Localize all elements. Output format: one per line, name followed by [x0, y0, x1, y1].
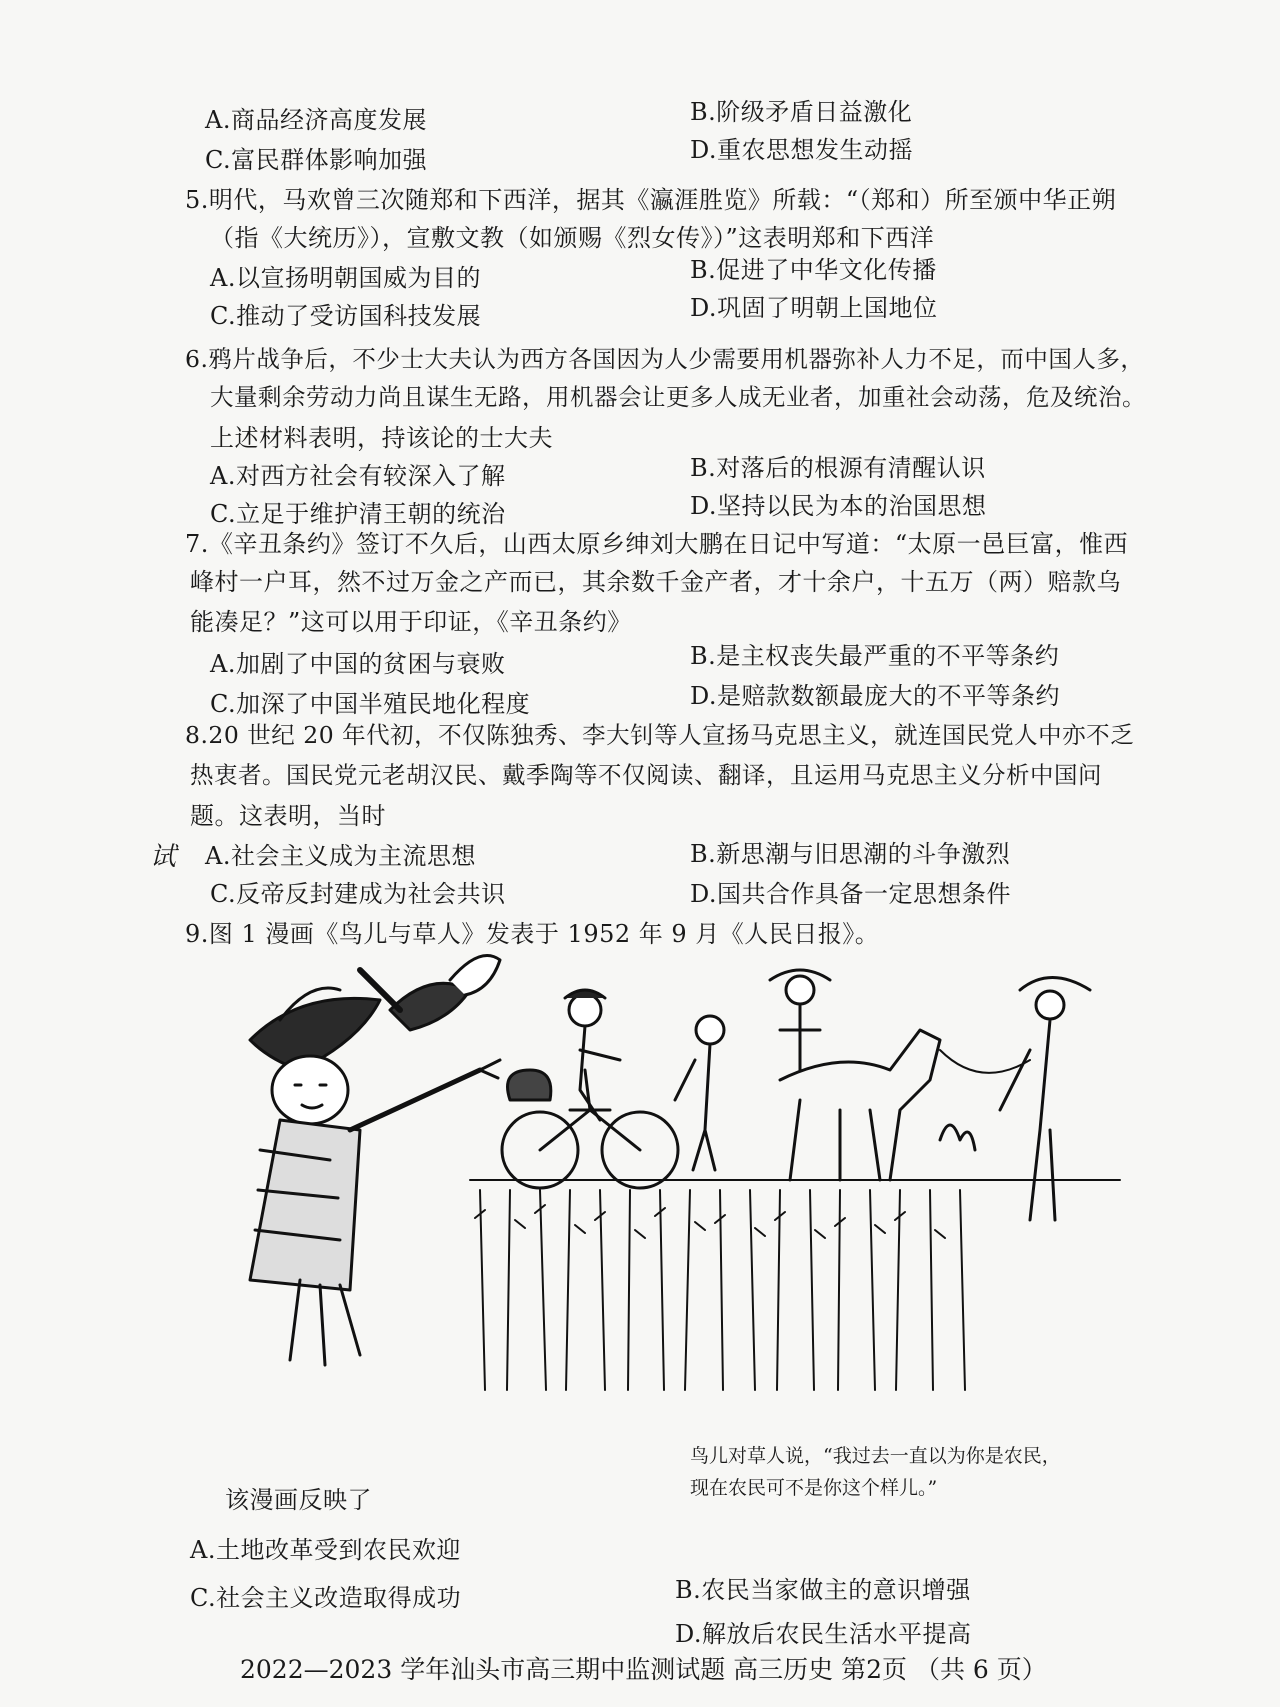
q6-stem-line2: 大量剩余劳动力尚且谋生无路，用机器会让更多人成无业者，加重社会动荡，危及统治。: [210, 383, 1146, 411]
q5-option-b: B.促进了中华文化传播: [690, 256, 937, 284]
q8-stem-line2: 热衷者。国民党元老胡汉民、戴季陶等不仅阅读、翻译，且运用马克思主义分析中国问: [190, 761, 1102, 789]
q9-stem: 9.图 1 漫画《鸟儿与草人》发表于 1952 年 9 月《人民日报》。: [185, 920, 880, 948]
q8-option-b: B.新思潮与旧思潮的斗争激烈: [690, 840, 1011, 868]
q8-option-d: D.国共合作具备一定思想条件: [690, 880, 1012, 908]
q6-option-c: C.立足于维护清王朝的统治: [210, 500, 506, 528]
q5-option-a: A.以宣扬明朝国威为目的: [210, 264, 481, 292]
q9-option-d: D.解放后农民生活水平提高: [675, 1620, 972, 1648]
q7-option-b: B.是主权丧失最严重的不平等条约: [690, 642, 1060, 670]
q4-option-c: C.富民群体影响加强: [205, 146, 428, 174]
q6-option-a: A.对西方社会有较深入了解: [210, 462, 506, 490]
cartoon-bird-and-scarecrow: [240, 950, 1140, 1420]
q5-option-c: C.推动了受访国科技发展: [210, 302, 482, 330]
q6-option-d: D.坚持以民为本的治国思想: [690, 492, 987, 520]
q6-stem-line3: 上述材料表明，持该论的士大夫: [210, 424, 553, 452]
q7-stem-line2: 峰村一户耳，然不过万金之产而已，其余数千金产者，才十余户，十五万（两）赔款乌: [190, 568, 1121, 596]
q4-option-a: A.商品经济高度发展: [205, 106, 427, 134]
page-footer: 2022—2023 学年汕头市高三期中监测试题 高三历史 第2页 （共 6 页）: [240, 1655, 1047, 1684]
handwritten-mark: 试: [150, 842, 177, 872]
q7-stem-line1: 7.《辛丑条约》签订不久后，山西太原乡绅刘大鹏在日记中写道：“太原一邑巨富，惟西: [185, 530, 1129, 558]
caption-line1: 鸟儿对草人说，“我过去一直以为你是农民，: [690, 1445, 1061, 1467]
q8-stem-line3: 题。这表明，当时: [190, 802, 386, 830]
q5-option-d: D.巩固了明朝上国地位: [690, 294, 938, 322]
q7-option-a: A.加剧了中国的贫困与衰败: [210, 650, 506, 678]
q9-option-a: A.土地改革受到农民欢迎: [190, 1536, 461, 1564]
q4-option-d: D.重农思想发生动摇: [690, 136, 914, 164]
q7-stem-line3: 能凑足？”这可以用于印证，《辛丑条约》: [190, 608, 632, 636]
q7-option-d: D.是赔款数额最庞大的不平等条约: [690, 682, 1061, 710]
q5-stem-line2: （指《大统历》），宣敷文教（如颁赐《烈女传》）”这表明郑和下西洋: [210, 224, 935, 252]
caption-line2: 现在农民可不是你这个样儿。”: [690, 1477, 938, 1499]
q9-option-c: C.社会主义改造取得成功: [190, 1584, 462, 1612]
q8-option-c: C.反帝反封建成为社会共识: [210, 880, 506, 908]
q6-stem-line1: 6.鸦片战争后，不少士大夫认为西方各国因为人少需要用机器弥补人力不足，而中国人多，: [185, 345, 1145, 373]
q7-option-c: C.加深了中国半殖民地化程度: [210, 690, 531, 718]
q9-option-b: B.农民当家做主的意识增强: [675, 1576, 971, 1604]
q4-option-b: B.阶级矛盾日益激化: [690, 98, 913, 126]
q8-stem-line1: 8.20 世纪 20 年代初，不仅陈独秀、李大钊等人宣扬马克思主义，就连国民党人中亦不乏: [185, 721, 1135, 749]
cartoon-caption: [690, 1440, 1170, 1504]
q8-option-a: A.社会主义成为主流思想: [205, 842, 476, 870]
q9-prompt: 该漫画反映了: [225, 1486, 372, 1514]
q6-option-b: B.对落后的根源有清醒认识: [690, 454, 986, 482]
q5-stem-line1: 5.明代，马欢曾三次随郑和下西洋，据其《瀛涯胜览》所载：“（郑和）所至颁中华正朔: [185, 186, 1117, 214]
